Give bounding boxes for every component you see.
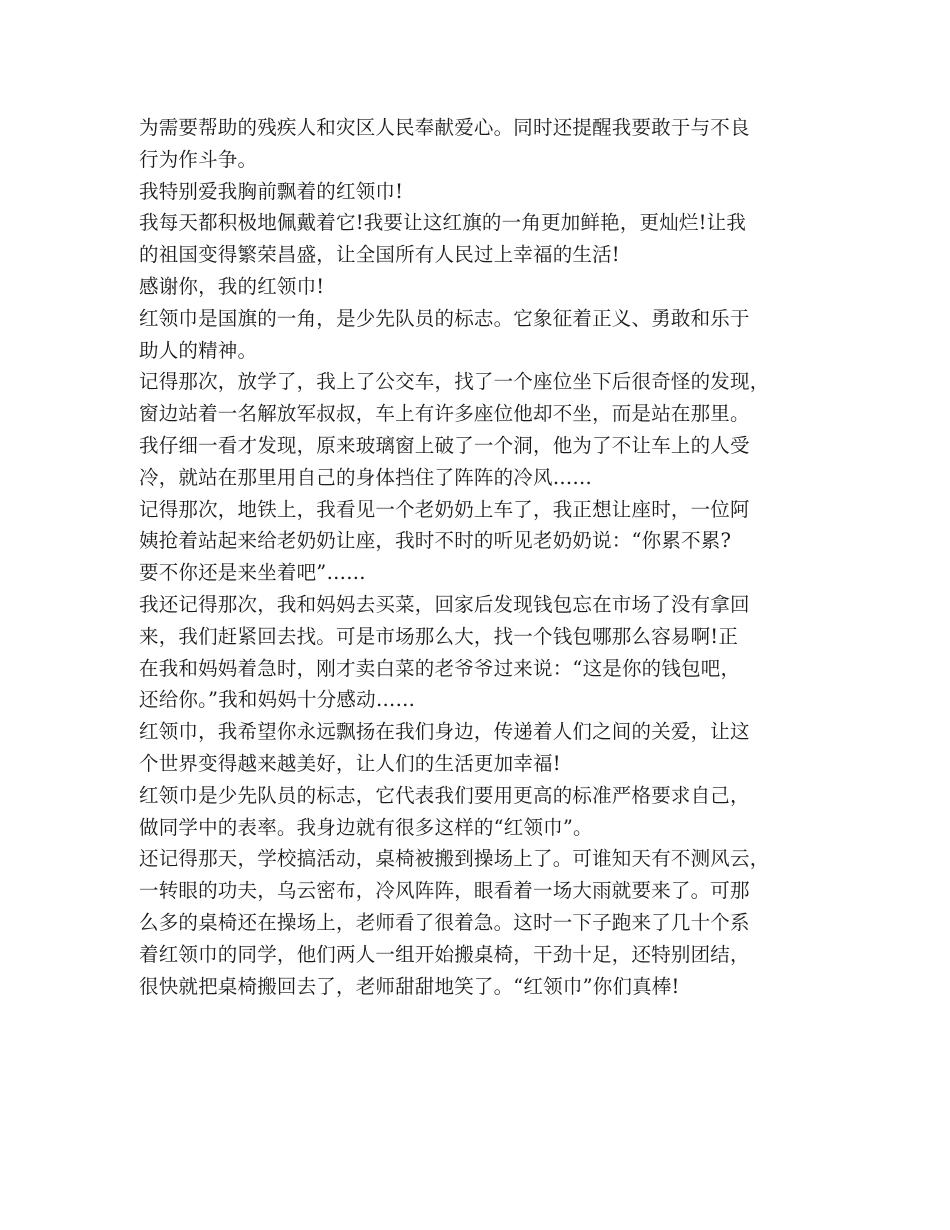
document-body	[139, 112, 829, 1002]
text-line: 来，我们赶紧回去找。可是市场那么大，找一个钱包哪那么容易啊!正	[139, 624, 739, 648]
text-line: 还记得那天，学校搞活动，桌椅被搬到操场上了。可谁知天有不测风云，	[139, 847, 770, 871]
text-line: 很快就把桌椅搬回去了，老师甜甜地笑了。“红领巾”你们真棒!	[139, 974, 680, 998]
text-line: 一转眼的功夫，乌云密布，冷风阵阵，眼看着一场大雨就要来了。可那	[139, 879, 750, 903]
text-line: 么多的桌椅还在操场上，老师看了很着急。这时一下子跑来了几十个系	[139, 910, 750, 934]
text-line: 记得那次，地铁上，我看见一个老奶奶上车了，我正想让座时，一位阿	[139, 497, 750, 521]
text-line: 记得那次，放学了，我上了公交车，找了一个座位坐下后很奇怪的发现，	[139, 370, 770, 394]
text-line: 感谢你，我的红领巾!	[139, 274, 325, 298]
text-line: 着红领巾的同学，他们两人一组开始搬桌椅，干劲十足，还特别团结，	[139, 942, 750, 966]
text-line: 助人的精神。	[139, 338, 258, 362]
text-line: 我还记得那次，我和妈妈去买菜，回家后发现钱包忘在市场了没有拿回	[139, 592, 750, 616]
text-line: 做同学中的表率。我身边就有很多这样的“红领巾”。	[139, 815, 593, 839]
text-line: 红领巾，我希望你永远飘扬在我们身边，传递着人们之间的关爱，让这	[139, 720, 750, 744]
text-line: 我每天都积极地佩戴着它!我要让这红旗的一角更加鲜艳，更灿烂!让我	[139, 211, 747, 235]
text-line: 行为作斗争。	[139, 147, 258, 171]
text-line: 我仔细一看才发现，原来玻璃窗上破了一个洞，他为了不让车上的人受	[139, 433, 750, 457]
text-line: 要不你还是来坐着吧”……	[139, 561, 366, 585]
text-line: 还给你。”我和妈妈十分感动……	[139, 688, 416, 712]
text-line: 红领巾是少先队员的标志，它代表我们要用更高的标准严格要求自己，	[139, 783, 750, 807]
text-line: 窗边站着一名解放军叔叔，车上有许多座位他却不坐，而是站在那里。	[139, 402, 750, 426]
text-line: 我特别爱我胸前飘着的红领巾!	[139, 179, 404, 203]
text-line: 红领巾是国旗的一角，是少先队员的标志。它象征着正义、勇敢和乐于	[139, 306, 750, 330]
text-line: 冷，就站在那里用自己的身体挡住了阵阵的冷风……	[139, 465, 593, 489]
text-line: 在我和妈妈着急时，刚才卖白菜的老爷爷过来说：“这是你的钱包吧，	[139, 656, 741, 680]
text-line: 姨抢着站起来给老奶奶让座，我时不时的听见老奶奶说：“你累不累?	[139, 529, 732, 553]
text-line: 个世界变得越来越美好，让人们的生活更加幸福!	[139, 751, 561, 775]
text-line: 的祖国变得繁荣昌盛，让全国所有人民过上幸福的生活!	[139, 243, 620, 267]
text-line: 为需要帮助的残疾人和灾区人民奉献爱心。同时还提醒我要敢于与不良	[139, 116, 750, 139]
